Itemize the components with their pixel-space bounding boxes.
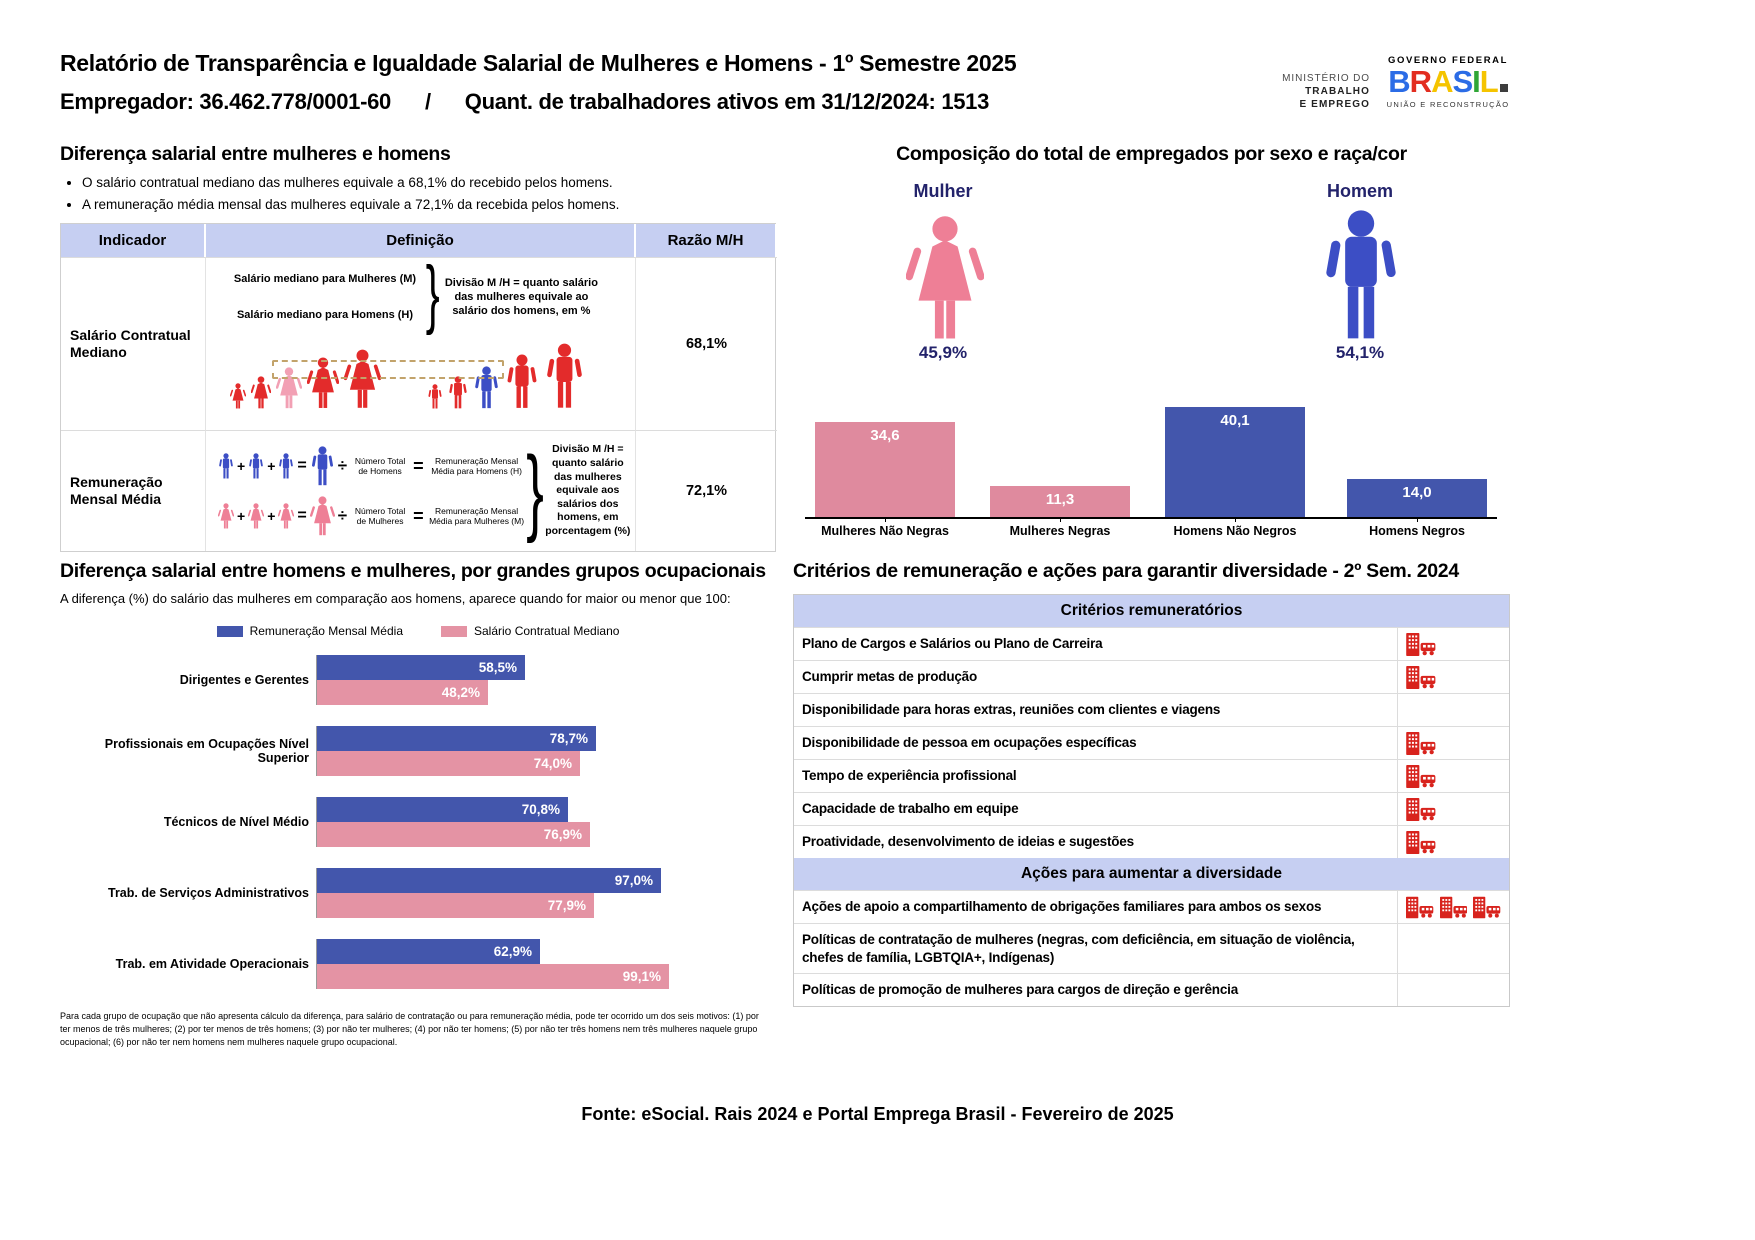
separator: / xyxy=(424,89,431,114)
criterion-label: Cumprir metas de produção xyxy=(802,669,978,684)
criterion-mark-cell xyxy=(1397,628,1509,660)
definition-lines xyxy=(220,273,430,321)
male-figure-icon xyxy=(278,453,294,479)
source-footer: Fonte: eSocial. Rais 2024 e Portal Emprega Brasil - Fevereiro de 2025 xyxy=(581,1104,1174,1124)
legend-label: Remuneração Mensal Média xyxy=(249,624,403,638)
table-row xyxy=(794,825,1509,858)
section-title: Critérios de remuneração e ações para garantir diversidade - 2º Sem. 2024 xyxy=(793,560,1459,582)
bar-value-label: 34,6 xyxy=(870,427,900,444)
criterion-mark-cell xyxy=(1397,727,1509,759)
blue-swatch-icon xyxy=(217,626,243,637)
bullet-item: • A remuneração média mensal das mulheres equivale a 72,1% da recebida pelos homens. xyxy=(82,197,776,212)
definition-women: Salário mediano para Mulheres (M) xyxy=(233,273,417,286)
definition-men: Salário mediano para Homens (H) xyxy=(236,309,414,322)
axis-category-label: Mulheres Não Negras xyxy=(821,524,949,538)
occupation-group-row xyxy=(60,726,776,776)
criterion-mark-cell xyxy=(1397,694,1509,726)
bar-value-label: 62,9% xyxy=(493,944,532,959)
section-title: Diferença salarial entre mulheres e homens xyxy=(60,143,451,165)
ministry-line: TRABALHO xyxy=(1305,86,1370,97)
criterion-mark-cell xyxy=(1397,793,1509,825)
divisor-label: Número Total de Mulheres xyxy=(354,505,406,526)
remuneracao-bar xyxy=(317,655,525,680)
population-pictogram-row xyxy=(206,329,635,409)
criterion-mark-cell xyxy=(1397,891,1509,923)
criterion-mark-cell xyxy=(1397,826,1509,858)
composition-bar xyxy=(815,422,955,517)
female-figure-icon xyxy=(278,503,294,529)
plus-operator xyxy=(237,458,245,474)
company-building-icon xyxy=(1406,666,1436,689)
occupation-group-row xyxy=(60,797,776,847)
criterion-label: Capacidade de trabalho em equipe xyxy=(802,801,1019,816)
female-group-label: Mulher xyxy=(913,181,973,201)
occupational-bar-chart xyxy=(60,655,776,989)
definition-note: Divisão M /H = quanto salário das mulheres equivale ao salário dos homens, em % xyxy=(444,276,598,318)
occupation-group-row xyxy=(60,655,776,705)
brand-letter: I xyxy=(1472,64,1480,99)
occupation-bars xyxy=(316,726,596,776)
remuneracao-bar xyxy=(317,868,661,893)
criteria-section xyxy=(793,560,1510,1007)
occupation-bars xyxy=(316,797,590,847)
male-group-label: Homem xyxy=(1326,181,1393,201)
brand-letter: B xyxy=(1388,64,1410,99)
table-row xyxy=(794,627,1509,660)
occupation-bars xyxy=(316,655,525,705)
result-label: Remuneração Mensal Média para Mulheres (M) xyxy=(429,505,525,526)
salario-bar xyxy=(317,964,669,989)
bar-value-label: 48,2% xyxy=(441,685,480,700)
chart-subtitle: A diferença (%) do salário das mulheres em comparação aos homens, aparece quando for maior ou menor que 100: xyxy=(60,591,731,606)
bar-value-label: 77,9% xyxy=(547,898,586,913)
occupation-label: Profissionais em Ocupações Nível Superior xyxy=(104,736,309,765)
equations xyxy=(218,446,527,536)
equals-operator xyxy=(297,457,306,475)
axis-tick xyxy=(1235,517,1236,522)
axis-tick xyxy=(885,517,886,522)
salary-gap-section xyxy=(60,143,776,552)
divide-operator xyxy=(338,506,347,526)
criterion-label: Disponibilidade para horas extras, reuniões com clientes e viagens xyxy=(802,702,1221,717)
criterion-label: Políticas de promoção de mulheres para cargos de direção e gerência xyxy=(802,982,1239,998)
female-pictogram-icon xyxy=(906,215,984,341)
company-building-icon xyxy=(1406,732,1436,755)
employer-id: Empregador: 36.462.778/0001-60 xyxy=(60,89,391,114)
female-figure-icon xyxy=(344,349,381,409)
bar-value-label: 99,1% xyxy=(622,969,661,984)
salario-bar xyxy=(317,680,488,705)
brand-letter: L xyxy=(1479,64,1498,99)
occupation-group-row xyxy=(60,868,776,918)
section-title: Composição do total de empregados por sexo e raça/cor xyxy=(896,143,1407,165)
salario-bar xyxy=(317,751,580,776)
occupation-bars xyxy=(316,868,661,918)
pink-swatch-icon xyxy=(441,626,467,637)
company-building-icon xyxy=(1406,765,1436,788)
indicator-name: Salário Contratual Mediano xyxy=(61,257,206,430)
table-row xyxy=(794,660,1509,693)
axis-category-label: Mulheres Negras xyxy=(1009,524,1111,538)
ministry-line: MINISTÉRIO DO xyxy=(1282,73,1370,84)
women-average-equation xyxy=(218,496,527,536)
brace-glyph xyxy=(426,262,440,327)
male-figure-icon xyxy=(505,354,539,409)
column-header: Razão M/H xyxy=(636,224,777,257)
bullet-item: • O salário contratual mediano das mulheres equivale a 68,1% do recebido pelos homens. xyxy=(82,175,776,190)
composition-bar xyxy=(990,486,1130,517)
brand-square xyxy=(1500,84,1508,92)
company-building-icon xyxy=(1440,896,1468,919)
table-row xyxy=(794,973,1509,1006)
male-figure-icon xyxy=(248,453,264,479)
table-row xyxy=(794,726,1509,759)
table-row xyxy=(794,693,1509,726)
plus-operator xyxy=(267,458,275,474)
criterion-label: Plano de Cargos e Salários ou Plano de Carreira xyxy=(802,636,1103,651)
criterion-label: Ações de apoio a compartilhamento de obrigações familiares para ambos os sexos xyxy=(802,899,1322,914)
criterion-label: Políticas de contratação de mulheres (negras, com deficiência, em situação de violência, chefes de família, LGBTQIA+, Indígenas) xyxy=(802,932,1355,965)
brand-letter: R xyxy=(1409,64,1432,99)
criterion-label: Disponibilidade de pessoa em ocupações específicas xyxy=(802,735,1137,750)
legend-label: Salário Contratual Mediano xyxy=(474,624,620,638)
composition-axis-labels xyxy=(805,524,1497,558)
remuneracao-bar xyxy=(317,939,540,964)
average-definition xyxy=(206,431,635,551)
male-figure-icon xyxy=(544,343,585,409)
equals-operator xyxy=(413,506,424,527)
equals-operator xyxy=(297,507,306,525)
bar-value-label: 40,1 xyxy=(1220,412,1250,429)
occupation-label: Trab. em Atividade Operacionais xyxy=(115,956,309,971)
chart-legend xyxy=(60,624,776,638)
table-row xyxy=(794,923,1509,973)
divide-operator xyxy=(338,456,347,476)
male-pictogram-icon xyxy=(1320,209,1402,341)
male-figure-icon xyxy=(310,446,335,486)
female-figure-icon xyxy=(218,503,234,529)
male-figure-icon xyxy=(448,376,468,409)
employer-line xyxy=(60,89,989,115)
gov-bottom-label: UNIÃO E RECONSTRUÇÃO xyxy=(1386,99,1510,109)
occupation-label: Dirigentes e Gerentes xyxy=(179,672,309,687)
remuneracao-bar xyxy=(317,797,568,822)
occupation-label: Trab. de Serviços Administrativos xyxy=(108,885,309,900)
ministry-logo xyxy=(1282,72,1370,111)
definition-cell xyxy=(206,430,636,551)
male-percentage: 54,1% xyxy=(1335,343,1385,362)
occupation-bars xyxy=(316,939,669,989)
bar-value-label: 11,3 xyxy=(1045,491,1075,508)
indicator-table xyxy=(60,223,776,552)
men-average-equation xyxy=(218,446,527,486)
criterion-mark-cell xyxy=(1397,974,1509,1006)
composition-bar xyxy=(1347,479,1487,517)
brasil-wordmark xyxy=(1383,66,1513,99)
plus-operator xyxy=(237,508,245,524)
criterion-mark-cell xyxy=(1397,661,1509,693)
indicator-name: Remuneração Mensal Média xyxy=(61,430,206,551)
occupational-groups-section xyxy=(60,560,776,1049)
footnote-text: Para cada grupo de ocupação que não apresenta cálculo da diferença, para salário de contratação ou para remuneração média, pode ter ocorrido um dos seis motivos: (1) por ter menos de três mulheres; (2) por ter menos de três homens; (3) por não ter mulheres; (4) por não ter homens; (5) por não ter três homens nem três mulheres naquele grupo ocupacional; (6) por não ter nem homens nem mulheres naquele grupo ocupacional. xyxy=(60,1011,759,1048)
female-figure-icon xyxy=(251,376,271,409)
criterion-mark-cell xyxy=(1397,760,1509,792)
active-workers-count: Quant. de trabalhadores ativos em 31/12/2024: 1513 xyxy=(464,89,990,114)
table-row xyxy=(794,759,1509,792)
group-gap xyxy=(386,408,422,409)
ministry-line: E EMPREGO xyxy=(1299,99,1370,110)
composition-section xyxy=(793,143,1510,555)
criteria-table xyxy=(793,594,1510,1007)
composition-bar xyxy=(1165,407,1305,517)
equals-operator xyxy=(413,456,424,477)
plus-operator xyxy=(267,508,275,524)
median-highlight-box xyxy=(272,360,504,379)
axis-tick xyxy=(1060,517,1061,522)
bar-value-label: 70,8% xyxy=(521,802,560,817)
bar-value-label: 74,0% xyxy=(533,756,572,771)
bar-value-label: 76,9% xyxy=(543,827,582,842)
bar-value-label: 58,5% xyxy=(478,660,517,675)
page-title: Relatório de Transparência e Igualdade Salarial de Mulheres e Homens - 1º Semestre 2025 xyxy=(60,50,1017,76)
divisor-label: Número Total de Homens xyxy=(354,455,406,476)
table-row xyxy=(794,792,1509,825)
company-building-icon xyxy=(1406,798,1436,821)
criterion-label: Tempo de experiência profissional xyxy=(802,768,1017,783)
male-figure-icon xyxy=(427,384,443,409)
axis-tick xyxy=(1417,517,1418,522)
brand-letter: S xyxy=(1452,64,1473,99)
female-figure-icon xyxy=(230,383,246,409)
composition-bar-chart xyxy=(805,400,1497,519)
table-section-header: Ações para aumentar a diversidade xyxy=(794,858,1509,890)
company-building-icon xyxy=(1406,896,1434,919)
definition-note: Divisão M /H = quanto salário das mulheres equivale aos salários dos homens, em porcentagem (%) xyxy=(545,443,631,538)
governo-federal-logo xyxy=(1383,55,1513,109)
female-percentage: 45,9% xyxy=(918,343,968,362)
section-title: Diferença salarial entre homens e mulheres, por grandes grupos ocupacionais xyxy=(60,560,766,582)
median-definition xyxy=(206,258,635,327)
company-building-icon xyxy=(1406,831,1436,854)
legend-item xyxy=(217,624,403,638)
criterion-label: Proatividade, desenvolvimento de ideias e sugestões xyxy=(802,834,1134,849)
axis-category-label: Homens Não Negros xyxy=(1173,524,1297,538)
occupation-label: Técnicos de Nível Médio xyxy=(163,814,309,829)
salario-bar xyxy=(317,893,594,918)
definition-cell xyxy=(206,257,636,430)
column-header: Indicador xyxy=(61,224,206,257)
bar-value-label: 78,7% xyxy=(549,731,588,746)
bullet-list xyxy=(82,175,776,212)
legend-item xyxy=(441,624,619,638)
brand-letter: A xyxy=(1431,64,1453,99)
salario-bar xyxy=(317,822,590,847)
bar-value-label: 14,0 xyxy=(1402,484,1432,501)
table-row xyxy=(794,890,1509,923)
company-building-icon xyxy=(1473,896,1501,919)
occupation-group-row xyxy=(60,939,776,989)
female-figure-icon xyxy=(248,503,264,529)
criterion-mark-cell xyxy=(1397,924,1509,973)
table-section-header: Critérios remuneratórios xyxy=(794,595,1509,627)
company-building-icon xyxy=(1406,633,1436,656)
axis-category-label: Homens Negros xyxy=(1369,524,1465,538)
result-label: Remuneração Mensal Média para Homens (H) xyxy=(431,455,522,476)
bar-value-label: 97,0% xyxy=(614,873,653,888)
ratio-value: 68,1% xyxy=(636,257,777,430)
remuneracao-bar xyxy=(317,726,596,751)
ratio-value: 72,1% xyxy=(636,430,777,551)
male-figure-icon xyxy=(218,453,234,479)
column-header: Definição xyxy=(206,224,636,257)
brace-glyph xyxy=(526,450,544,532)
gov-top-label: GOVERNO FEDERAL xyxy=(1387,55,1509,66)
female-figure-icon xyxy=(310,496,335,536)
